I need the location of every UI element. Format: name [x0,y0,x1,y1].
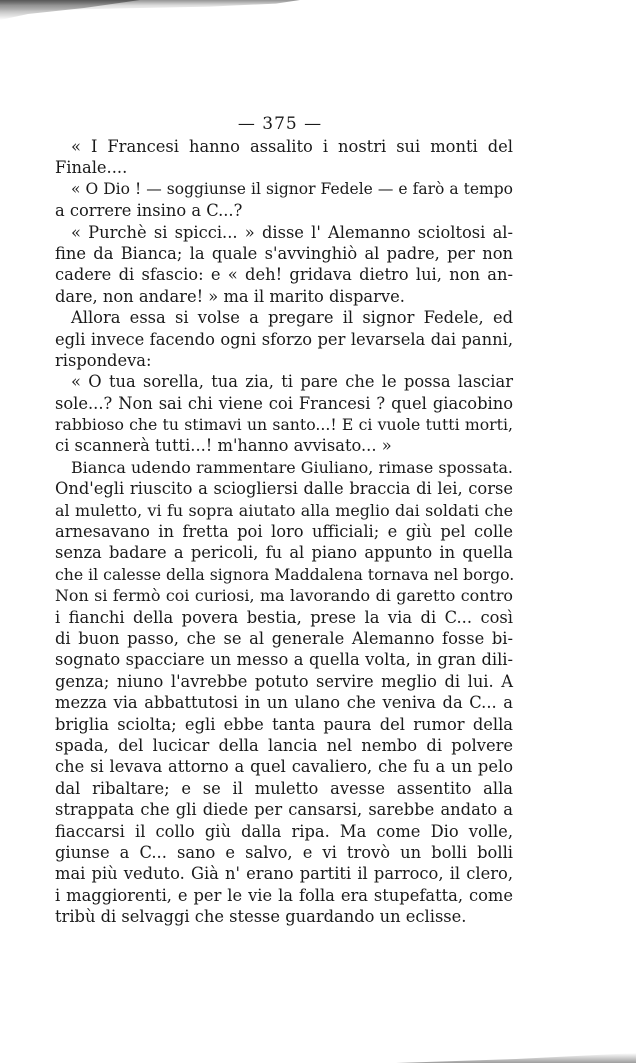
text-line: Bianca udendo rammentare Giuliano, rimase spossata. [71,457,513,477]
body-text [55,136,513,927]
text-line: tribù di selvaggi che stesse guardando un eclisse. [55,907,467,927]
text-line: « Purchè si spicci... » disse l' Alemanno scioltosi al- [71,222,513,242]
text-line: Non si fermò coi curiosi, ma lavorando di garetto contro [55,586,513,606]
text-line: senza badare a pericoli, fu al piano appunto in quella [55,543,513,563]
text-line: sognato spacciare un messo a quella volta, in gran dili- [55,650,513,670]
text-line: giunse a C... sano e salvo, e vi trovò un bolli bolli [55,842,513,862]
text-line: cadere di sfascio: e « deh! gridava dietro lui, non an- [55,265,513,285]
scan-edge-shadow-bottom [336,1053,636,1063]
text-line: mezza via abbattutosi in un ulano che veniva da C... a [55,693,513,713]
page-number: — 375 — [237,114,323,134]
text-line: Finale.... [55,158,128,178]
text-line: arnesavano in fretta poi loro ufficiali; e giù pel colle [55,522,513,542]
text-line: egli invece facendo ogni sforzo per levarsela dai panni, [55,329,513,349]
text-line: fine da Bianca; la quale s'avvinghiò al padre, per non [55,243,513,263]
text-line: briglia sciolta; egli ebbe tanta paura del rumor della [55,714,513,734]
text-line: « I Francesi hanno assalito i nostri sui monti del [71,137,513,156]
text-line: fiaccarsi il collo giù dalla ripa. Ma come Dio volle, [55,821,513,841]
text-line: Ond'egli riuscito a sciogliersi dalle braccia di lei, corse [55,479,513,499]
text-line: mai più veduto. Già n' erano partiti il parroco, il clero, [55,864,513,884]
text-line: sole...? Non sai chi viene coi Francesi ? quel giacobino [55,393,513,413]
text-line: i maggiorenti, e per le vie la folla era stupefatta, come [55,885,513,905]
text-line: ci scannerà tutti...! m'hanno avvisato... » [55,436,392,456]
text-line: dare, non andare! » ma il marito disparve. [55,286,405,306]
text-line: Allora essa si volse a pregare il signor Fedele, ed [71,308,513,328]
text-line: i fianchi della povera bestia, prese la via di C... così [55,607,513,627]
text-line: di buon passo, che se al generale Alemanno fosse bi- [55,628,513,648]
text-line: genza; niuno l'avrebbe potuto servire meglio di lui. A [55,671,513,691]
text-line: rispondeva: [55,350,152,370]
text-line: a correre insino a C...? [55,201,243,221]
text-line: strappata che gli diede per cansarsi, sarebbe andato a [55,800,513,820]
text-line: « O Dio ! — soggiunse il signor Fedele — e farò a tempo [71,179,513,198]
text-line: dal ribaltare; e se il muletto avesse assentito alla [55,778,513,798]
text-line: che il calesse della signora Maddalena tornava nel borgo. [55,564,515,584]
scan-edge-shadow-top [0,0,300,12]
text-line: che si levava attorno a quel cavaliero, che fu a un pelo [55,757,513,777]
text-line: al muletto, vi fu sopra aiutato alla meglio dai soldati che [55,500,513,520]
text-line: « O tua sorella, tua zia, ti pare che le possa lasciar [71,372,513,392]
text-line: spada, del lucicar della lancia nel nembo di polvere [55,735,513,755]
text-line: rabbioso che tu stimavi un santo...! E ci vuole tutti morti, [55,415,513,435]
